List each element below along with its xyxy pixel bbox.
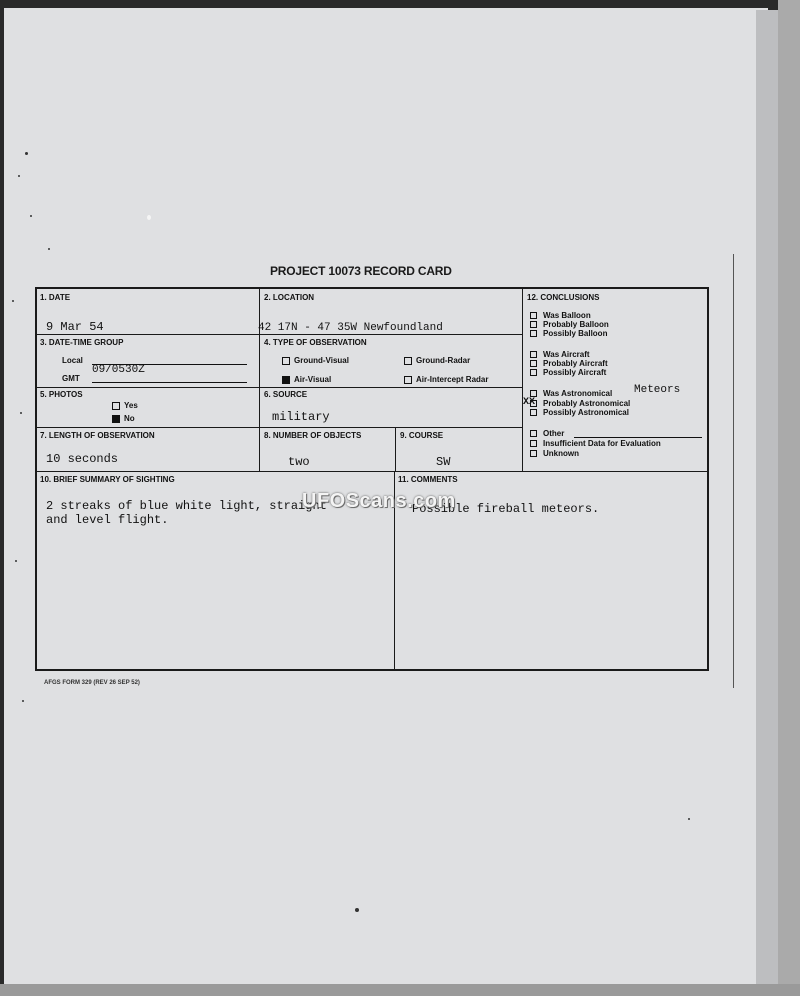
checkbox-icon (530, 450, 537, 457)
summary-label: 10. BRIEF SUMMARY OF SIGHTING (40, 475, 175, 484)
checkbox-icon (404, 357, 412, 365)
checkbox-icon (530, 351, 537, 358)
divider (37, 334, 522, 335)
length-value: 10 seconds (46, 452, 119, 466)
divider (37, 427, 522, 428)
form-footer: AFGS FORM 329 (REV 26 SEP 52) (44, 680, 140, 686)
num-objects-label: 8. NUMBER OF OBJECTS (264, 431, 362, 440)
possibly-astronomical-option: Possibly Astronomical (530, 408, 629, 417)
possibly-balloon-option: Possibly Balloon (530, 329, 607, 338)
other-line (574, 437, 702, 438)
photos-label: 5. PHOTOS (40, 390, 83, 399)
divider (259, 289, 260, 472)
speck (25, 152, 28, 155)
photos-no-option: No (112, 414, 135, 423)
speck (355, 908, 359, 912)
air-intercept-radar-option: Air-Intercept Radar (404, 375, 488, 384)
speck (30, 215, 32, 217)
watermark: UFOScans.com (302, 490, 456, 512)
checked-box-icon (282, 376, 290, 384)
speck (20, 412, 22, 414)
gmt-label: GMT (62, 374, 80, 383)
summary-line-2: and level flight. (46, 513, 169, 527)
unknown-option: Unknown (530, 449, 579, 458)
was-aircraft-option: Was Aircraft (530, 350, 590, 359)
checkbox-icon (530, 369, 537, 376)
length-label: 7. LENGTH OF OBSERVATION (40, 431, 155, 440)
date-label: 1. DATE (40, 293, 71, 302)
divider (37, 471, 708, 472)
speck (48, 248, 50, 250)
speck (18, 175, 20, 177)
possibly-aircraft-option: Possibly Aircraft (530, 368, 606, 377)
xx-mark: XX (523, 397, 536, 408)
speck (15, 560, 17, 562)
dtg-label: 3. DATE-TIME GROUP (40, 338, 124, 347)
date-value: 9 Mar 54 (46, 320, 104, 334)
gmt-line (92, 382, 247, 383)
probably-astronomical-option: Probably Astronomical (530, 399, 630, 408)
checked-box-icon (112, 415, 120, 423)
gmt-value: 09/0530Z (92, 364, 145, 376)
checkbox-icon (404, 376, 412, 384)
checkbox-icon (530, 409, 537, 416)
course-value: SW (436, 455, 451, 469)
checkbox-icon (530, 312, 537, 319)
page-shadow (756, 10, 778, 984)
meteors-note: Meteors (634, 384, 681, 396)
scan-edge-right (778, 0, 800, 996)
comments-value: Possible fireball meteors. (412, 502, 600, 516)
speck (147, 215, 151, 220)
probably-balloon-option: Probably Balloon (530, 320, 609, 329)
scan-edge-bottom (0, 984, 800, 996)
speck (688, 818, 690, 820)
checkbox-icon (530, 321, 537, 328)
comments-label: 11. COMMENTS (398, 475, 458, 484)
air-visual-option: Air-Visual (282, 375, 331, 384)
was-balloon-option: Was Balloon (530, 311, 591, 320)
location-value: 42 17N - 47 35W Newfoundland (258, 322, 443, 334)
checkbox-icon (530, 440, 537, 447)
summary-line-1: 2 streaks of blue white light, straight (46, 499, 327, 513)
checkbox-icon (282, 357, 290, 365)
source-value: military (272, 410, 330, 424)
course-label: 9. COURSE (400, 431, 444, 440)
num-objects-value: two (288, 455, 310, 469)
conclusions-label: 12. CONCLUSIONS (527, 293, 600, 302)
photos-yes-option: Yes (112, 401, 138, 410)
location-label: 2. LOCATION (264, 293, 315, 302)
ground-radar-option: Ground-Radar (404, 356, 470, 365)
divider (395, 427, 396, 471)
speck (12, 300, 14, 302)
source-label: 6. SOURCE (264, 390, 308, 399)
local-label: Local (62, 356, 83, 365)
probably-aircraft-option: Probably Aircraft (530, 359, 608, 368)
checkbox-icon (530, 330, 537, 337)
checkbox-icon (112, 402, 120, 410)
speck (22, 700, 24, 702)
divider (37, 387, 522, 388)
checkbox-icon (530, 430, 537, 437)
insufficient-data-option: Insufficient Data for Evaluation (530, 439, 661, 448)
checkbox-icon (530, 360, 537, 367)
card-title: PROJECT 10073 RECORD CARD (270, 264, 452, 278)
page-crease (733, 254, 734, 688)
type-obs-label: 4. TYPE OF OBSERVATION (264, 338, 367, 347)
divider (522, 289, 523, 472)
other-option: Other (530, 429, 564, 438)
ground-visual-option: Ground-Visual (282, 356, 349, 365)
was-astronomical-option: Was Astronomical (530, 389, 612, 398)
